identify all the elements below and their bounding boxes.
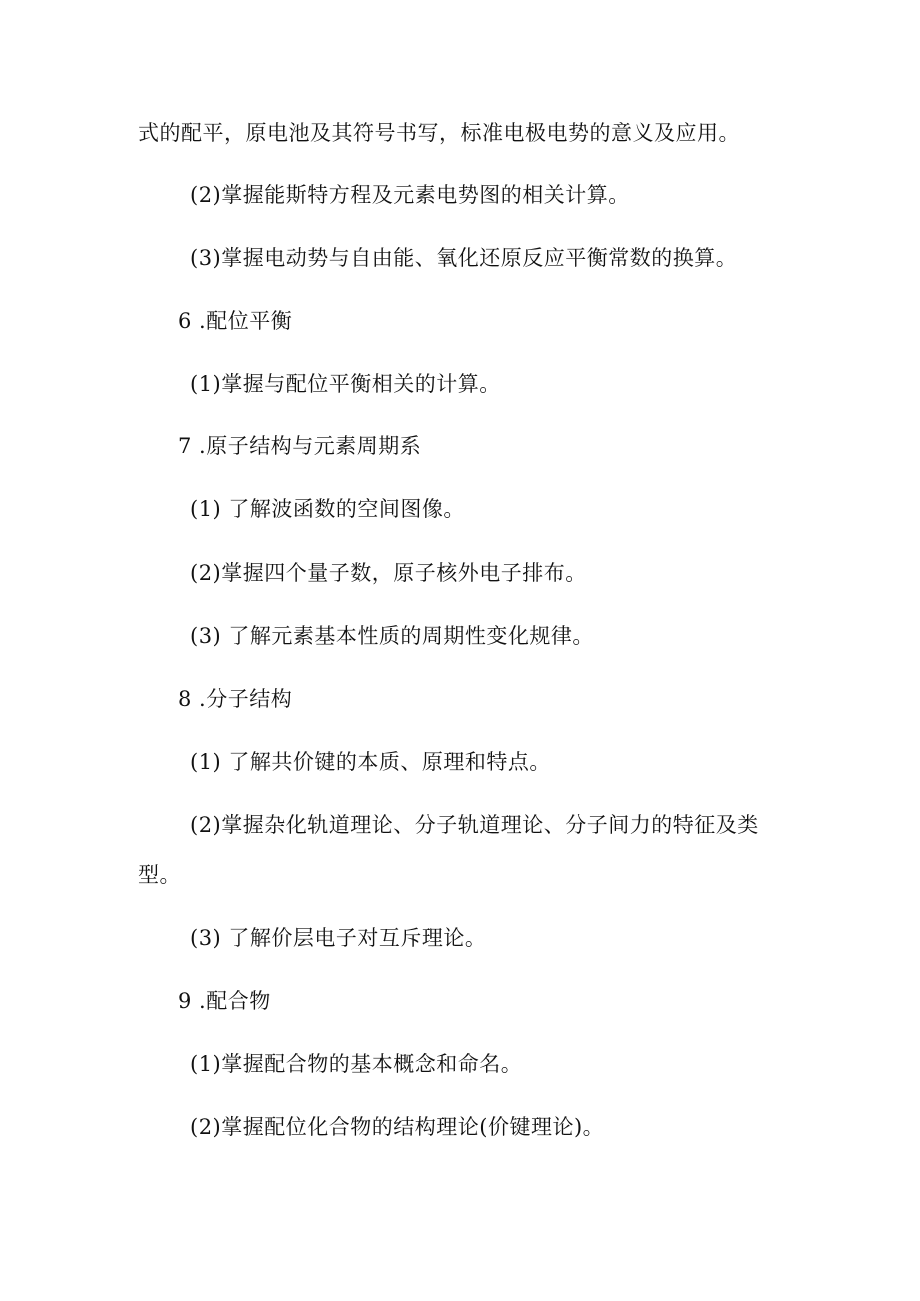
list-item: (1)掌握配合物的基本概念和命名。 (190, 1052, 523, 1076)
list-item: (1)掌握与配位平衡相关的计算。 (190, 372, 501, 396)
list-item: (1) 了解波函数的空间图像。 (190, 497, 465, 521)
list-item: (1) 了解共价键的本质、原理和特点。 (190, 750, 551, 774)
paragraph-continuation: 式的配平，原电池及其符号书写，标准电极电势的意义及应用。 (138, 121, 740, 145)
list-item: (3) 了解元素基本性质的周期性变化规律。 (190, 624, 594, 648)
list-item: (3)掌握电动势与自由能、氧化还原反应平衡常数的换算。 (190, 246, 738, 270)
section-heading: 7 .原子结构与元素周期系 (178, 434, 422, 458)
list-item: (2)掌握杂化轨道理论、分子轨道理论、分子间力的特征及类 (190, 813, 759, 837)
list-item: (3) 了解价层电子对互斥理论。 (190, 926, 487, 950)
section-heading: 8 .分子结构 (178, 687, 293, 711)
section-heading: 6 .配位平衡 (178, 309, 293, 333)
list-item: (2)掌握配位化合物的结构理论(价键理论)。 (190, 1115, 605, 1139)
list-item: (2)掌握能斯特方程及元素电势图的相关计算。 (190, 183, 630, 207)
section-heading: 9 .配合物 (178, 989, 271, 1013)
list-item-continuation: 型。 (138, 863, 181, 887)
list-item: (2)掌握四个量子数，原子核外电子排布。 (190, 561, 587, 585)
